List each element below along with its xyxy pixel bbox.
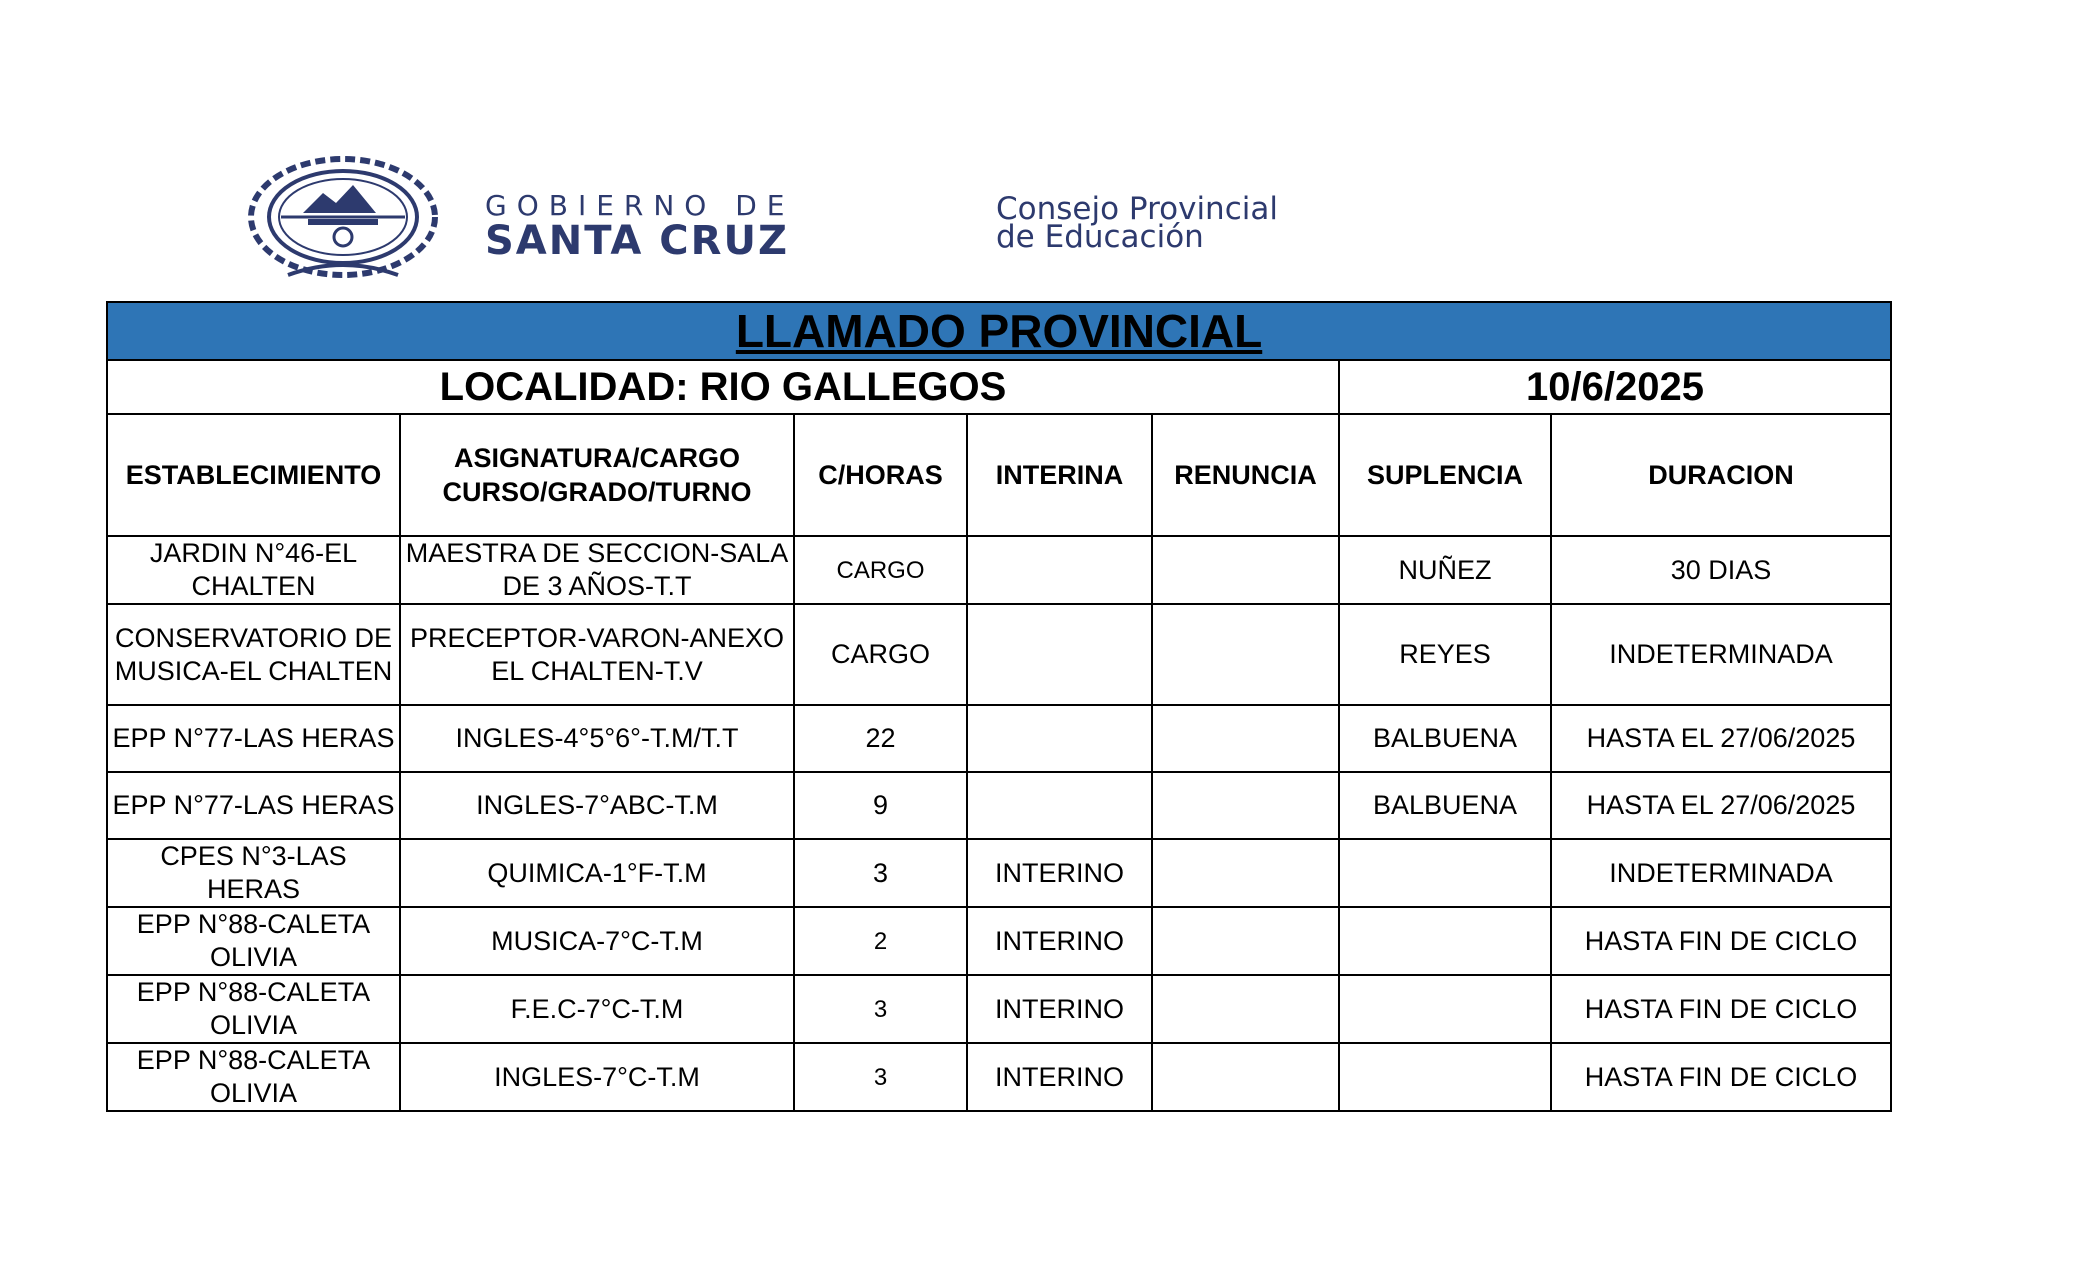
cell-establecimiento: CONSERVATORIO DE MUSICA-EL CHALTEN [107,604,400,705]
cell-duracion: HASTA FIN DE CICLO [1551,907,1891,975]
cell-asignatura: PRECEPTOR-VARON-ANEXO EL CHALTEN-T.V [400,604,794,705]
gov-line2: SANTA CRUZ [485,218,789,264]
cell-suplencia: REYES [1339,604,1551,705]
table-row [107,907,1891,975]
cell-interina [967,705,1152,772]
government-wordmark [485,189,905,264]
cell-asignatura: MUSICA-7°C-T.M [400,907,794,975]
table-row [107,975,1891,1043]
cell-establecimiento: EPP N°88-CALETA OLIVIA [107,907,400,975]
cell-asignatura: F.E.C-7°C-T.M [400,975,794,1043]
cell-suplencia [1339,975,1551,1043]
table-row [107,705,1891,772]
table-row [107,1043,1891,1111]
cell-interina: INTERINO [967,907,1152,975]
cell-horas: CARGO [794,536,967,604]
cell-renuncia [1152,604,1339,705]
col-header-renuncia: RENUNCIA [1152,414,1339,536]
cell-suplencia: BALBUENA [1339,772,1551,839]
cell-horas: 2 [794,907,967,975]
cell-duracion: HASTA FIN DE CICLO [1551,1043,1891,1111]
cell-duracion: HASTA FIN DE CICLO [1551,975,1891,1043]
cell-suplencia: NUÑEZ [1339,536,1551,604]
cell-establecimiento: EPP N°77-LAS HERAS [107,705,400,772]
cell-suplencia: BALBUENA [1339,705,1551,772]
col-header-interina: INTERINA [967,414,1152,536]
cell-horas: 9 [794,772,967,839]
document-title: LLAMADO PROVINCIAL [107,302,1891,360]
cell-horas: 3 [794,1043,967,1111]
cell-suplencia [1339,907,1551,975]
council-line2: de Educación [996,219,1204,255]
cell-renuncia [1152,705,1339,772]
cell-interina: INTERINO [967,1043,1152,1111]
col-header-suplencia: SUPLENCIA [1339,414,1551,536]
provincial-seal-icon [248,155,438,285]
cell-renuncia [1152,772,1339,839]
cell-renuncia [1152,975,1339,1043]
cell-horas: 22 [794,705,967,772]
table-row [107,772,1891,839]
cell-asignatura: INGLES-7°C-T.M [400,1043,794,1111]
col-header-asignatura-line1: ASIGNATURA/CARGO [454,443,740,473]
cell-renuncia [1152,1043,1339,1111]
cell-duracion: INDETERMINADA [1551,604,1891,705]
cell-asignatura: QUIMICA-1°F-T.M [400,839,794,907]
cell-interina [967,772,1152,839]
cell-establecimiento: JARDIN N°46-EL CHALTEN [107,536,400,604]
table-row [107,604,1891,705]
cell-suplencia [1339,839,1551,907]
cell-horas: CARGO [794,604,967,705]
col-header-asignatura [400,414,794,536]
cell-asignatura: MAESTRA DE SECCION-SALA DE 3 AÑOS-T.T [400,536,794,604]
cell-interina [967,536,1152,604]
cell-interina: INTERINO [967,975,1152,1043]
council-line1: Consejo Provincial [996,191,1278,227]
cell-horas: 3 [794,839,967,907]
cell-duracion: INDETERMINADA [1551,839,1891,907]
cell-duracion: 30 DIAS [1551,536,1891,604]
cell-establecimiento: EPP N°88-CALETA OLIVIA [107,1043,400,1111]
council-wordmark [996,191,1416,255]
document-date: 10/6/2025 [1339,360,1891,414]
cell-renuncia [1152,536,1339,604]
cell-asignatura: INGLES-7°ABC-T.M [400,772,794,839]
cell-asignatura: INGLES-4°5°6°-T.M/T.T [400,705,794,772]
table-row [107,839,1891,907]
cell-renuncia [1152,907,1339,975]
cell-suplencia [1339,1043,1551,1111]
cell-establecimiento: EPP N°77-LAS HERAS [107,772,400,839]
cell-horas: 3 [794,975,967,1043]
cell-establecimiento: CPES N°3-LAS HERAS [107,839,400,907]
call-table [106,301,1892,1112]
gov-line1: GOBIERNO DE [485,189,795,222]
col-header-establecimiento: ESTABLECIMIENTO [107,414,400,536]
cell-duracion: HASTA EL 27/06/2025 [1551,705,1891,772]
cell-interina: INTERINO [967,839,1152,907]
cell-interina [967,604,1152,705]
locality: LOCALIDAD: RIO GALLEGOS [107,360,1339,414]
cell-duracion: HASTA EL 27/06/2025 [1551,772,1891,839]
table-row [107,536,1891,604]
cell-renuncia [1152,839,1339,907]
col-header-duracion: DURACION [1551,414,1891,536]
col-header-horas: C/HORAS [794,414,967,536]
col-header-asignatura-line2: CURSO/GRADO/TURNO [442,477,752,507]
cell-establecimiento: EPP N°88-CALETA OLIVIA [107,975,400,1043]
